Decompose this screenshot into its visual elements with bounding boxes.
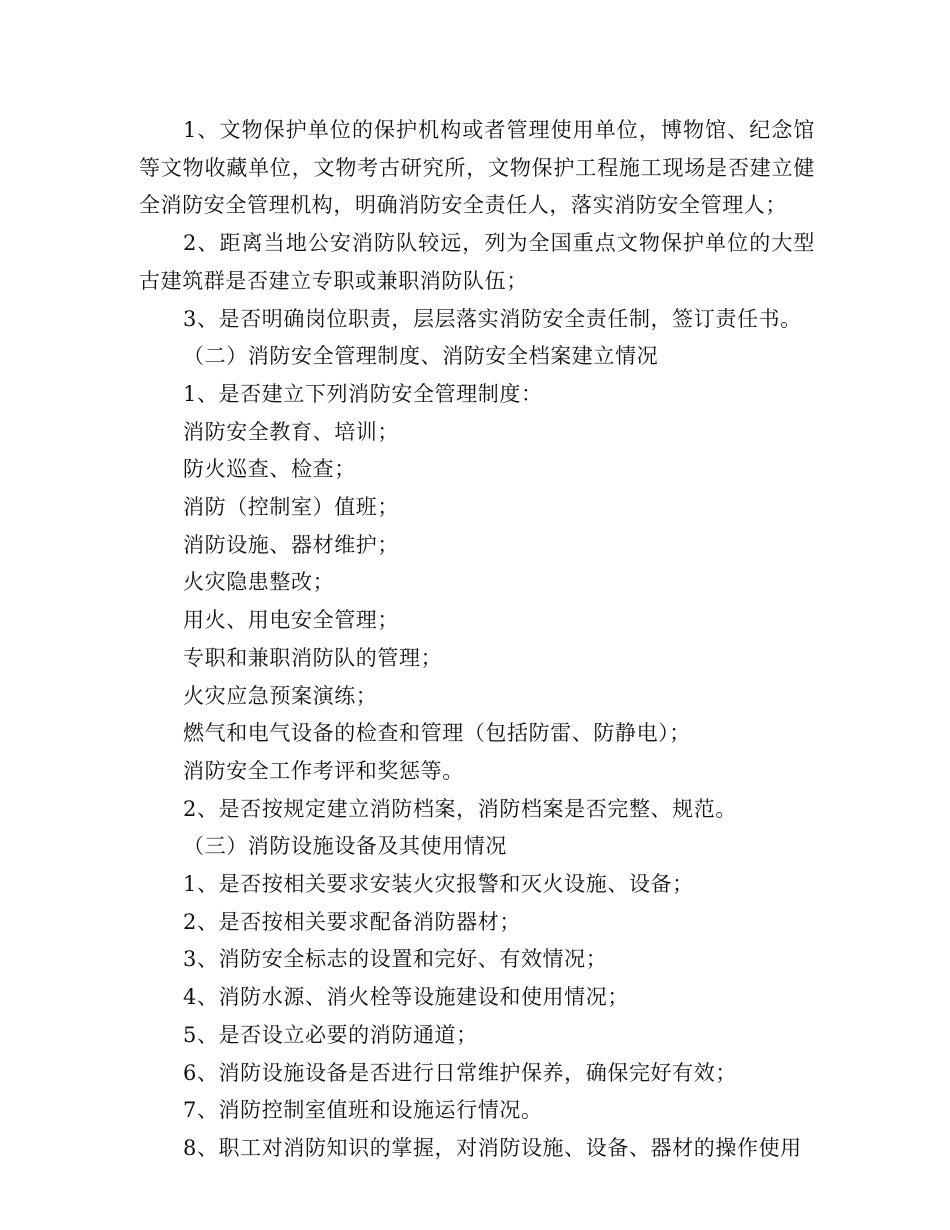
paragraph-2: 2、距离当地公安消防队较远，列为全国重点文物保护单位的大型古建筑群是否建立专职或兼职消防队伍； (139, 231, 815, 293)
section-heading-2: （二）消防安全管理制度、消防安全档案建立情况 (183, 344, 659, 369)
list-item: 用火、用电安全管理； (183, 608, 399, 633)
list-item: 消防安全教育、培训； (183, 419, 399, 444)
paragraph-1: 1、文物保护单位的保护机构或者管理使用单位，博物馆、纪念馆等文物收藏单位，文物考古研究所，文物保护工程施工现场是否建立健全消防安全管理机构，明确消防安全责任人，落实消防安全管理人； (139, 118, 815, 218)
list-item: 3、消防安全标志的设置和完好、有效情况； (183, 947, 608, 972)
list-item: 专职和兼职消防队的管理； (183, 645, 443, 670)
list-item: 消防设施、器材维护； (183, 532, 399, 557)
section-heading-3: （三）消防设施设备及其使用情况 (183, 834, 507, 859)
list-item: 防火巡查、检查； (183, 457, 356, 482)
list-item: 消防（控制室）值班； (183, 495, 399, 520)
list-item: 火灾应急预案演练； (183, 683, 378, 708)
list-item: 消防安全工作考评和奖惩等。 (183, 758, 464, 783)
list-item: 5、是否设立必要的消防通道； (183, 1022, 478, 1047)
list-item: 4、消防水源、消火栓等设施建设和使用情况； (183, 985, 629, 1010)
list-item: 1、是否按相关要求安装火灾报警和灭火设施、设备； (183, 872, 694, 897)
list-item: 2、是否按规定建立消防档案，消防档案是否完整、规范。 (183, 796, 737, 821)
paragraph-3: 3、是否明确岗位职责，层层落实消防安全责任制，签订责任书。 (183, 306, 802, 331)
list-item: 2、是否按相关要求配备消防器材； (183, 909, 521, 934)
list-item: 燃气和电气设备的检查和管理（包括防雷、防静电）； (183, 721, 691, 746)
list-item: 6、消防设施设备是否进行日常维护保养，确保完好有效； (183, 1060, 737, 1085)
list-item: 1、是否建立下列消防安全管理制度： (183, 381, 543, 406)
list-item: 7、消防控制室值班和设施运行情况。 (183, 1098, 543, 1123)
list-item: 火灾隐患整改； (183, 570, 335, 595)
list-item: 8、职工对消防知识的掌握，对消防设施、设备、器材的操作使用 (183, 1135, 802, 1160)
document-body (139, 112, 815, 1168)
